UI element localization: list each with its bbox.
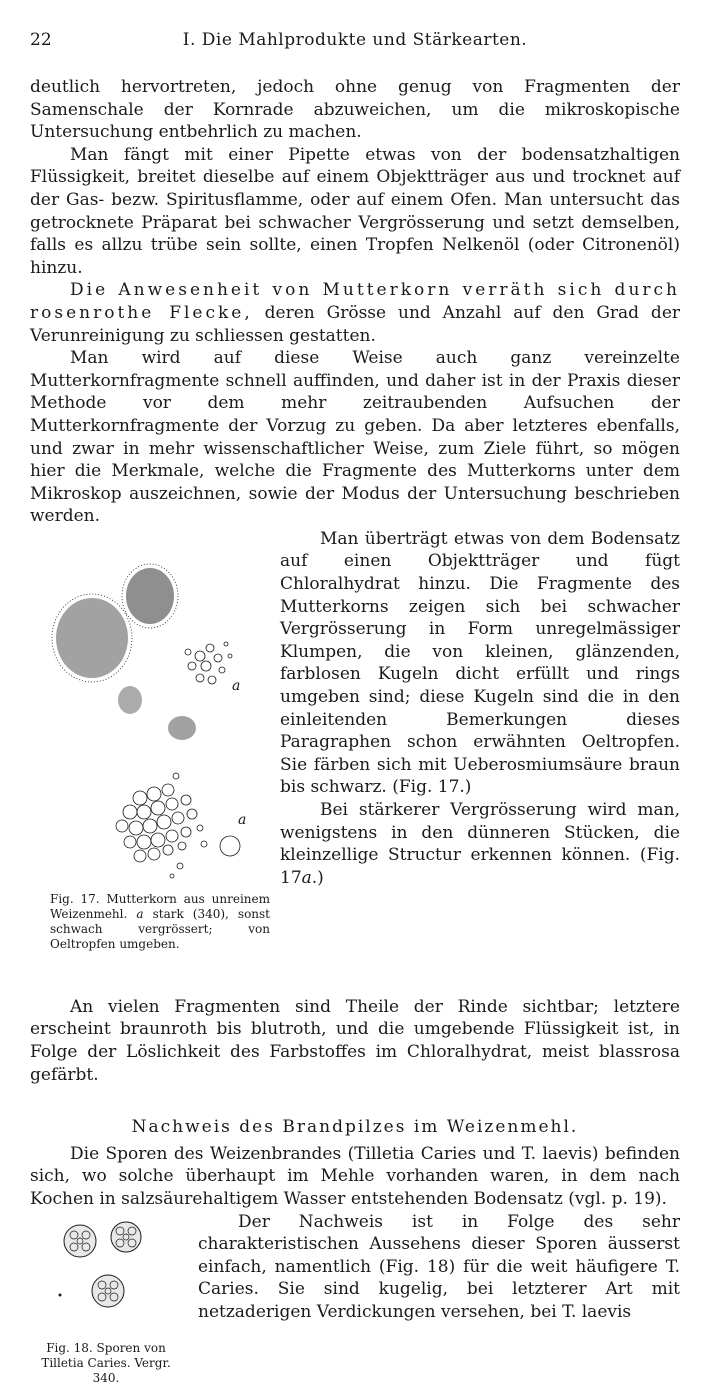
- section-heading: Nachweis des Brandpilzes im Weizenmehl.: [131, 1117, 579, 1138]
- paragraph-8: [30, 1143, 680, 1211]
- emphasis-spaced: Die Anwesenheit von Mutterkorn verräth sich durch rosenrothe Flecke,: [30, 280, 680, 323]
- figure-17-caption-lead: Fig. 17.: [50, 891, 100, 906]
- paragraph-8-text: Die Sporen des Weizenbrandes (Tilletia Caries und T. laevis) befinden sich, wo solche überhaupt im Mehle vorhanden waren, in dem nach Kochen in salzsäurehaltigem Wasser entstehenden Bodensatz (vgl. p. 19).: [30, 1143, 680, 1210]
- tilletia-spores-illustration: [30, 1211, 190, 1341]
- paragraph-3-rest: deren Grösse und Anzahl auf den Grad der Verunreinigung zu schliessen gestatten.: [30, 302, 681, 346]
- figure-17-label-a-upper: a: [232, 677, 241, 694]
- running-title: I. Die Mahlprodukte und Stärkearten.: [182, 30, 528, 50]
- figure-17-caption-pre: Mutterkorn aus unreinem Weizenmehl.: [50, 891, 270, 921]
- paragraph-3: [30, 279, 680, 347]
- page-header: [30, 30, 680, 58]
- paragraph-6-post: .): [311, 867, 324, 888]
- page-number: 22: [30, 30, 52, 50]
- paragraph-2: Man fängt mit einer Pipette etwas von der bodensatzhaltigen Flüssigkeit, breitet dieselbe auf einem Objektträger aus und trocknet auf der Gas- bezw. Spiritusflamme, oder auf einem Ofen. Man untersucht das getrocknete Präparat bei schwacher Vergrösserung und setzt demselben, falls es allzu trübe sein sollte, einen Tropfen Nelkenöl (oder Citronenöl) hinzu.: [30, 144, 680, 278]
- paragraph-4-text: Man wird auf diese Weise auch ganz vereinzelte Mutterkornfragmente schnell auffinden, und daher ist in der Praxis dieser Methode vor dem mehr zeitraubenden Aufsuchen der Mutterkornfragmente der Vorzug zu geben. Da aber letzteres ebenfalls, und zwar in mehr wissenschaftlicher Weise, zum Ziele führt, so mögen hier die Merkmale, welche die Fragmente des Mutterkorns unter dem Mikroskop auszeichnen, sowie der Modus der Untersuchung beschrieben werden.: [30, 348, 680, 527]
- figure-17-caption-post: stark (340), sonst schwach vergrössert; von Oeltropfen umgeben.: [50, 906, 271, 951]
- paragraph-9: Der Nachweis ist in Folge des sehr charakteristischen Aussehens dieser Sporen äusserst einfach, namentlich (Fig. 18) für die weit häufigere T. Caries. Sie sind kugelig, bei letzterer Art mit netzaderigen Verdickungen versehen, bei T. laevis: [198, 1211, 680, 1322]
- body-text: [30, 76, 680, 1391]
- figure-17: [30, 528, 270, 996]
- paragraph-6-pre: Bei stärkerer Vergrösserung wird man, wenigstens in den dünneren Stücken, die kleinzellige Structur erkennen können. (Fig. 17: [280, 800, 680, 888]
- paragraph-5: Man überträgt etwas von dem Bodensatz auf einen Objektträger und fügt Chloralhydrat hinzu. Die Fragmente des Mutterkorns zeigen sich bei schwacher Vergrösserung in Form unregelmässiger Klumpen, die von kleinen, glänzenden, farblosen Kugeln dicht erfüllt und rings umgeben sind; diese Kugeln sind die in den einleitenden Bemerkungen dieses Paragraphen schon erwähnten Oeltropfen. Sie färben sich mit Ueberosmiumsäure braun bis schwarz. (Fig. 17.): [280, 528, 680, 798]
- paragraph-6-italic: a: [301, 867, 312, 888]
- ergot-micrograph-illustration: [30, 528, 270, 888]
- figure-18: [30, 1211, 190, 1391]
- paragraph-4: [30, 347, 680, 528]
- figure-17-caption: [50, 892, 270, 952]
- figure-17-label-a-lower: a: [238, 811, 247, 828]
- paragraph-7: An vielen Fragmenten sind Theile der Rinde sichtbar; letztere erscheint braunroth bis blutroth, und die umgebende Flüssigkeit ist, in Folge der Löslichkeit des Farbstoffes im Chloralhydrat, meist blassrosa gefärbt.: [30, 996, 680, 1085]
- figure-17-caption-italic: a: [136, 906, 144, 921]
- figure-18-caption: Fig. 18. Sporen von Tilletia Caries. Vergr. 340.: [41, 1340, 171, 1385]
- paragraph-1: deutlich hervortreten, jedoch ohne genug von Fragmenten der Samenschale der Kornrade abzuweichen, um die mikroskopische Untersuchung entbehrlich zu machen.: [30, 77, 680, 143]
